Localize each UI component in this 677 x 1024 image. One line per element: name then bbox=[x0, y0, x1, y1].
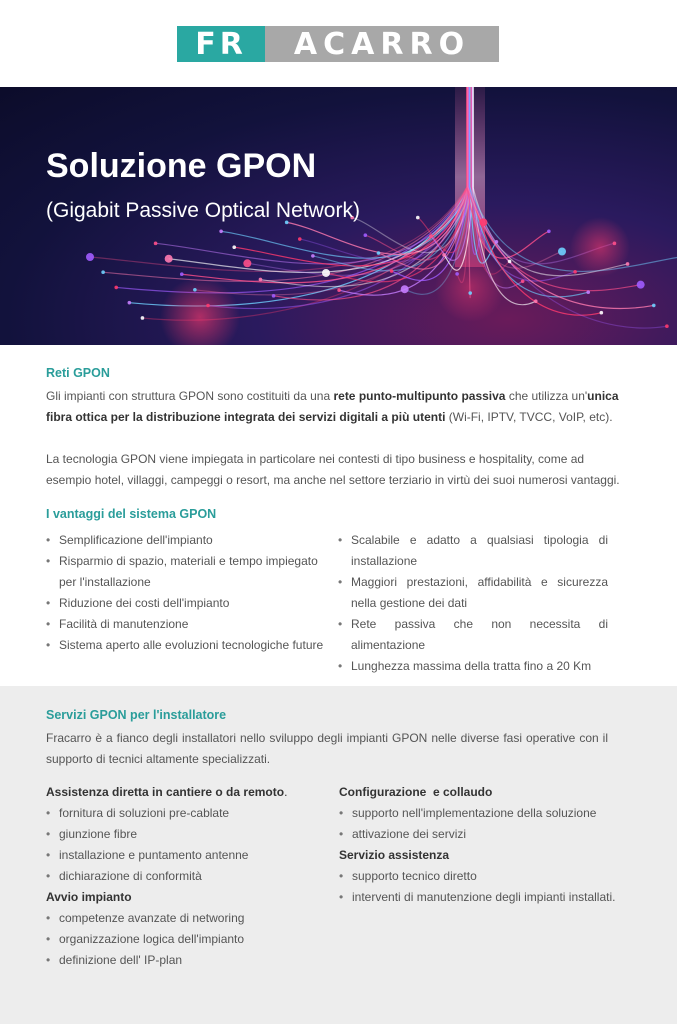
fiber-light-dot bbox=[206, 304, 210, 308]
fiber-light-dot bbox=[377, 251, 381, 255]
list-item: • Semplificazione dell'impianto bbox=[46, 530, 331, 551]
fiber-light-dot bbox=[558, 247, 566, 255]
fiber-light-dot bbox=[101, 270, 105, 274]
fiber-light-dot bbox=[468, 291, 472, 295]
reti-paragraph-1: Gli impianti con struttura GPON sono costituiti da una rete punto-multipunto passiva che utilizza un'unica fibra ottica per la distribuzione integrata dei servizi digitali a più utenti (Wi-Fi, IPTV, TVCC, VoIP, etc). bbox=[46, 389, 619, 424]
fiber-light-dot bbox=[232, 245, 236, 249]
fiber-strand bbox=[260, 87, 473, 287]
list-item: • definizione dell' IP-plan bbox=[46, 950, 331, 971]
fiber-light-dot bbox=[311, 254, 315, 258]
page-subtitle: (Gigabit Passive Optical Network) bbox=[46, 199, 360, 222]
fiber-light-dot bbox=[401, 285, 409, 293]
vantaggi-list-right bbox=[338, 530, 608, 677]
fiber-light-dot bbox=[141, 316, 145, 320]
list-item: • attivazione dei servizi bbox=[339, 824, 629, 845]
fiber-light-dot bbox=[586, 290, 590, 294]
list-item: • competenze avanzate di networing bbox=[46, 908, 331, 929]
fiber-light-dot bbox=[337, 288, 341, 292]
list-item: • supporto tecnico diretto bbox=[339, 866, 629, 887]
fiber-light-dot bbox=[165, 255, 173, 263]
fiber-strand bbox=[365, 87, 467, 260]
servizi-column-left bbox=[46, 782, 331, 971]
assistenza-title: Assistenza diretta in cantiere o da remoto. bbox=[46, 785, 288, 799]
reti-paragraph-2: La tecnologia GPON viene impiegata in particolare nei contesti di tipo business e hospitality, come ad esempio hotel, villaggi, campeggi o resort, ma anche nel settore terziario in virtù dei suoi numerosi vantaggi. bbox=[46, 452, 620, 487]
fiber-light-dot bbox=[154, 242, 158, 246]
configurazione-list bbox=[339, 803, 629, 845]
fiber-light-dot bbox=[508, 260, 512, 264]
list-item: • supporto nell'implementazione della soluzione bbox=[339, 803, 629, 824]
fiber-light-dot bbox=[86, 253, 94, 261]
fiber-light-dot bbox=[600, 311, 604, 315]
fiber-light-dot bbox=[180, 272, 184, 276]
list-item: • Lunghezza massima della tratta fino a 20 Km bbox=[338, 656, 608, 677]
fiber-light-dot bbox=[390, 269, 394, 273]
fiber-light-dot bbox=[521, 279, 525, 283]
fiber-light-dot bbox=[128, 301, 132, 305]
list-item: • Sistema aperto alle evoluzioni tecnologiche future bbox=[46, 635, 331, 656]
page-title: Soluzione GPON bbox=[46, 147, 317, 185]
vantaggi-heading: I vantaggi del sistema GPON bbox=[46, 507, 217, 521]
list-item: • interventi di manutenzione degli impianti installati. bbox=[339, 887, 629, 908]
fiber-light-dot bbox=[652, 304, 656, 308]
servizi-intro: Fracarro è a fianco degli installatori nello sviluppo degli impianti GPON nelle diverse fasi operative con il supporto di tecnici altamente specializzati. bbox=[46, 731, 608, 766]
fiber-strand bbox=[313, 87, 470, 271]
fiber-light-dot bbox=[272, 294, 276, 298]
fiber-light-dot bbox=[613, 242, 617, 246]
list-item: • giunzione fibre bbox=[46, 824, 331, 845]
fiber-light-dot bbox=[573, 270, 577, 274]
servizio-assistenza-list bbox=[339, 866, 629, 908]
list-item: • Rete passiva che non necessita di alimentazione bbox=[338, 614, 608, 656]
servizio-assistenza-title: Servizio assistenza bbox=[339, 848, 450, 862]
list-item: • organizzazione logica dell'impianto bbox=[46, 929, 331, 950]
assistenza-list bbox=[46, 803, 331, 887]
logo-part-fr: FR bbox=[177, 26, 265, 62]
fiber-light-dot bbox=[322, 269, 330, 277]
list-item: • fornitura di soluzioni pre-cablate bbox=[46, 803, 331, 824]
fiber-light-dot bbox=[114, 286, 118, 290]
list-item: • Risparmio di spazio, materiali e tempo impiegato per l'installazione bbox=[46, 551, 331, 593]
avvio-list bbox=[46, 908, 331, 971]
servizi-column-right bbox=[339, 782, 629, 908]
fiber-light-dot bbox=[259, 278, 263, 282]
reti-heading: Reti GPON bbox=[46, 366, 110, 380]
list-item: • Maggiori prestazioni, affidabilità e sicurezza nella gestione dei dati bbox=[338, 572, 608, 614]
fiber-light-dot bbox=[416, 216, 420, 220]
configurazione-title: Configurazione e collaudo bbox=[339, 785, 493, 799]
vantaggi-list-left bbox=[46, 530, 331, 656]
fiber-light-dot bbox=[547, 229, 551, 233]
list-item: • dichiarazione di conformità bbox=[46, 866, 331, 887]
fiber-light-dot bbox=[626, 262, 630, 266]
fiber-light-dot bbox=[219, 229, 223, 233]
fiber-light-dot bbox=[193, 288, 197, 292]
fiber-light-dot bbox=[534, 299, 538, 303]
list-item: • Facilità di manutenzione bbox=[46, 614, 331, 635]
fiber-light-dot bbox=[455, 272, 459, 276]
fiber-light-dot bbox=[298, 237, 302, 241]
fiber-light-dot bbox=[637, 281, 645, 289]
fiber-light-dot bbox=[243, 259, 251, 267]
list-item: • Riduzione dei costi dell'impianto bbox=[46, 593, 331, 614]
fiber-light-dot bbox=[665, 324, 669, 328]
fiber-light-dot bbox=[429, 234, 433, 238]
logo-part-acarro: ACARRO bbox=[265, 26, 499, 62]
fiber-light-dot bbox=[364, 233, 368, 237]
fiber-light-dot bbox=[495, 240, 499, 244]
hero-banner bbox=[0, 87, 677, 345]
servizi-heading: Servizi GPON per l'installatore bbox=[46, 708, 227, 722]
avvio-title: Avvio impianto bbox=[46, 890, 132, 904]
fiber-light-dot bbox=[479, 218, 487, 226]
fiber-light-dot bbox=[442, 253, 446, 257]
fracarro-logo bbox=[177, 26, 499, 62]
list-item: • Scalabile e adatto a qualsiasi tipologia di installazione bbox=[338, 530, 608, 572]
list-item: • installazione e puntamento antenne bbox=[46, 845, 331, 866]
